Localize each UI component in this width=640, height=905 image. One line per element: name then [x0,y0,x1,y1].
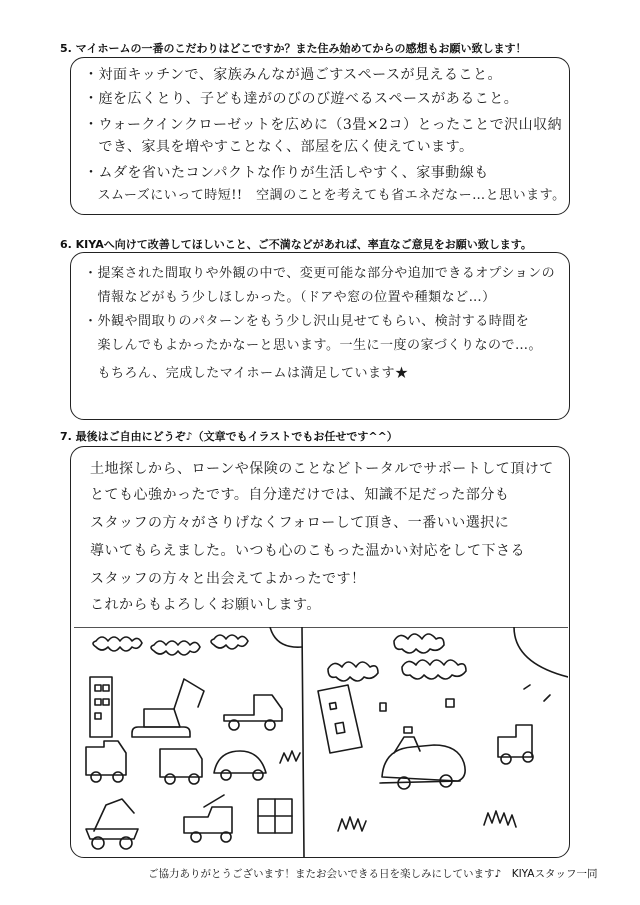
answer-7-line-6: これからもよろしくお願いします。 [90,597,321,613]
digger [94,799,134,831]
block-2 [446,699,454,707]
answer-6-line-1: ・提案された間取りや外観の中で、変更可能な部分や追加できるオプションの [84,266,556,281]
grass-left-1 [280,751,300,763]
answer-6-line-2: 情報などがもう少しほしかった。（ドアや窓の位置や種類など…） [84,290,496,305]
cloud-left-1 [93,637,142,651]
van [160,749,202,777]
grass-right-2 [484,811,516,827]
drawing-divider [302,627,304,857]
answer-6-line-5: もちろん、完成したマイホームは満足しています★ [84,366,409,381]
answer-7-line-3: スタッフの方々がさりげなくフォローして頂き、一番いい選択に [90,515,510,531]
truck-2 [86,741,126,775]
sun-right [514,627,568,677]
tall-building [318,685,362,753]
answer-5-line-3: ・ウォークインクローゼットを広めに（3畳×2コ）とったことで沢山収納 [84,117,563,133]
answer-7-line-1: 土地探しから、ローンや保険のことなどトータルでサポートして頂けて [90,461,554,477]
block-1 [380,703,386,711]
answer-7-line-2: とても心強かったです。自分達だけでは、知識不足だった部分も [90,487,510,503]
excavator [144,709,180,727]
children-drawing [74,627,568,857]
answer-5-line-5: ・ムダを省いたコンパクトな作りが生活しやすく、家事動線も [84,165,489,181]
cloud-right-3 [402,660,466,679]
question-5: 5. マイホームの一番のこだわりはどこですか？また住み始めてからの感想もお願い致します！ [60,42,527,55]
answer-7-line-4: 導いてもらえました。いつも心のこもった温かい対応をして下さる [90,543,525,559]
cloud-right-2 [394,634,444,653]
answer-5-line-6: スムーズにいって時短!! 空調のことを考えても省エネだなー…と思います。 [84,188,566,203]
question-7: 7. 最後はご自由にどうぞ♪（文章でもイラストでもお任せです^^） [60,430,398,443]
answer-5-line-4: でき、家具を増やすことなく、部屋を広く使えています。 [84,139,474,155]
grass-right-1 [338,817,366,831]
answer-5-line-1: ・対面キッチンで、家族みんなが過ごすスペースが見えること。 [84,67,502,83]
answer-7-line-5: スタッフの方々と出会えてよかったです！ [90,571,366,587]
answer-6-line-4: 楽しんでもよかったかなーと思います。一生に一度の家づくりなので…。 [84,338,542,353]
truck-1 [224,695,282,721]
answer-5-line-2: ・庭を広くとり、子ども達がのびのび遊べるスペースがあること。 [84,91,519,107]
cloud-right-1 [328,662,378,681]
question-6: 6. KIYAへ向けて改善してほしいこと、ご不満などがあれば、率直なご意見をお願い致します。 [60,238,532,251]
answer-6-line-3: ・外観や間取りのパターンをもう少し沢山見せてもらい、検討する時間を [84,314,530,329]
sun-left [270,627,302,647]
fire-truck [184,807,232,833]
police-car [382,745,465,781]
footer-thanks: ご協力ありがとうございます！またお会いできる日を楽しみにしています♪ KIYAスタッフ一同 [148,868,598,880]
cloud-left-2 [151,641,200,655]
cloud-left-3 [211,635,248,649]
